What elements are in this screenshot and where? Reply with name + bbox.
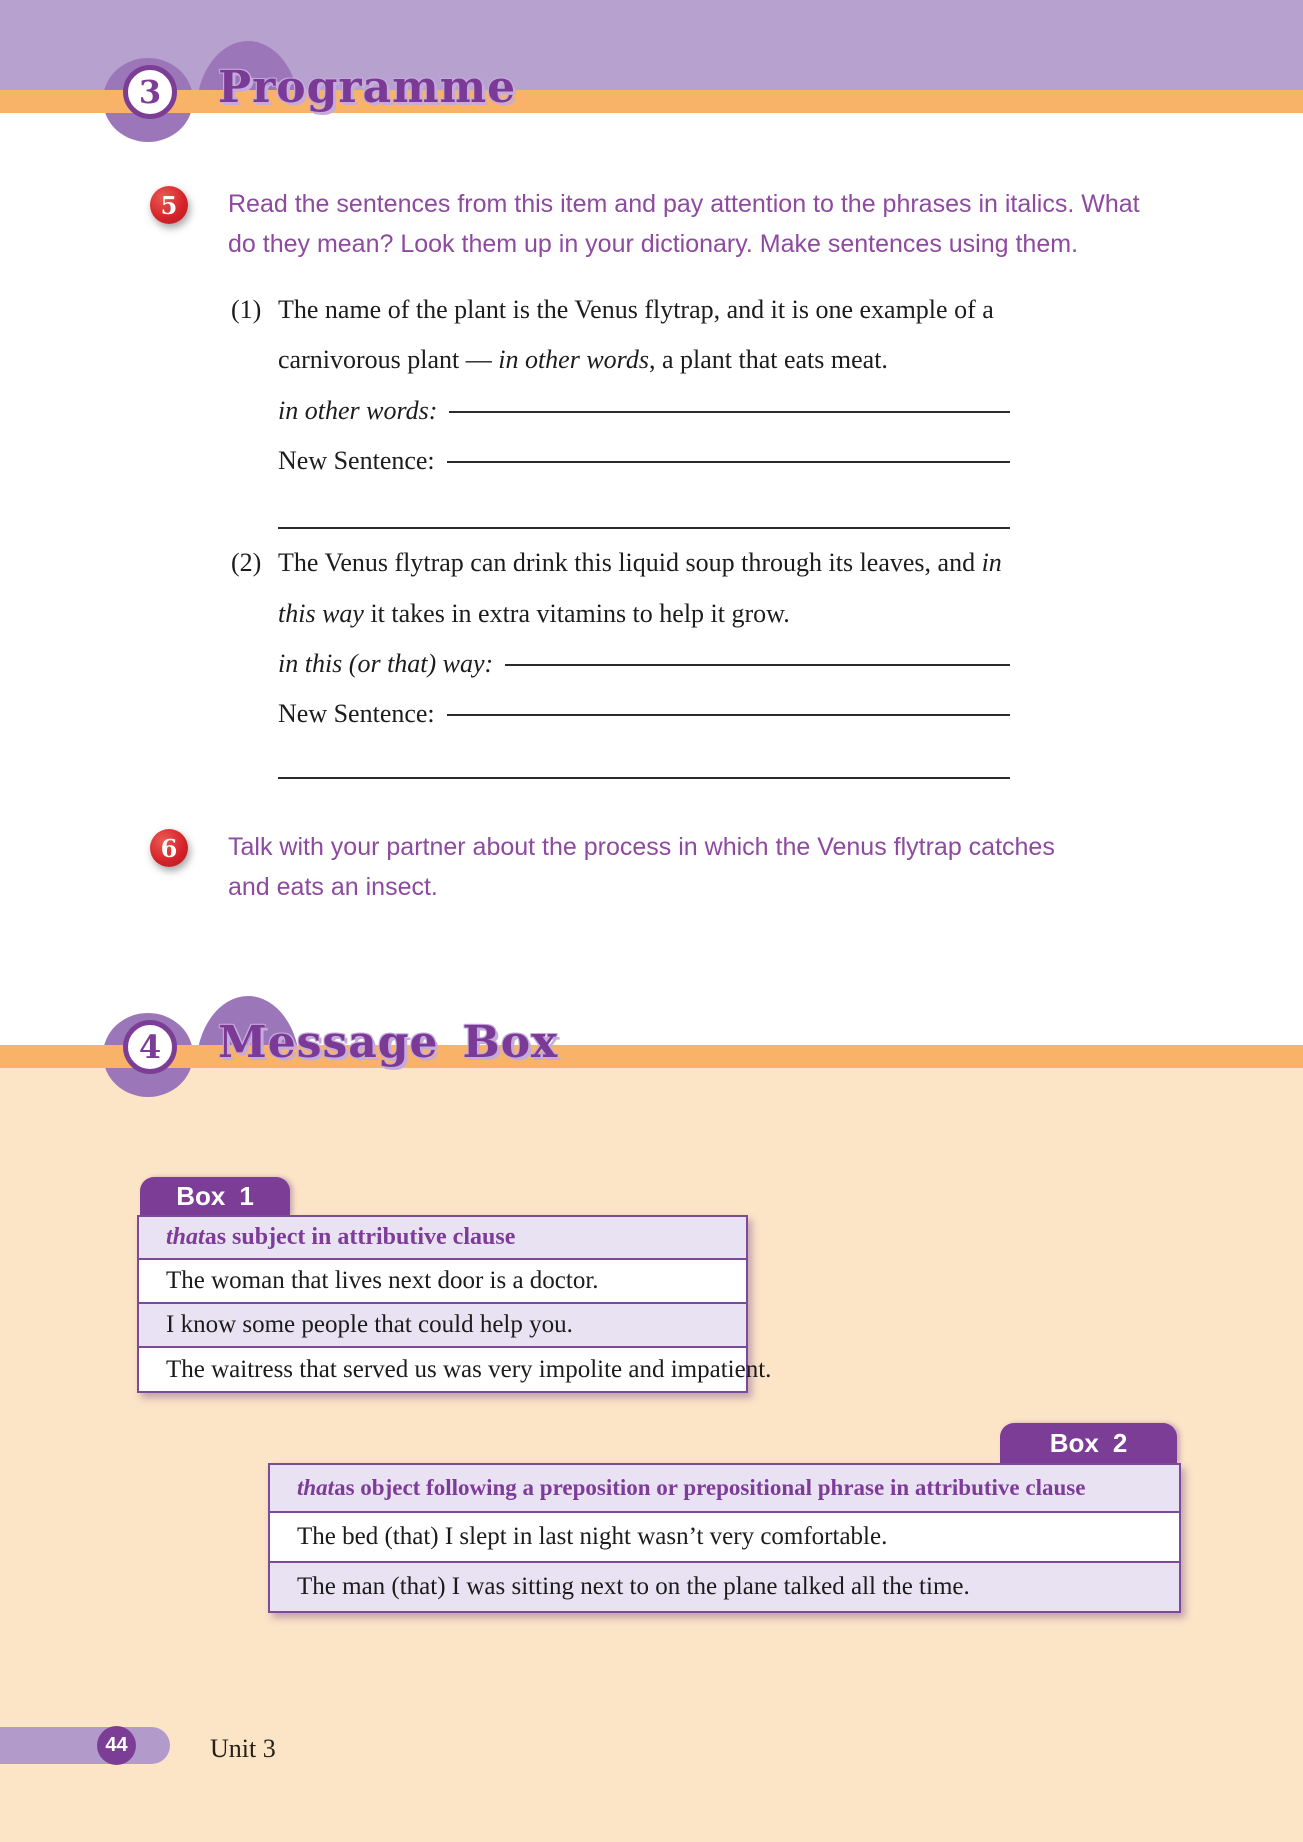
section3-title: Programme — [218, 62, 517, 113]
answer-blank — [505, 664, 1010, 666]
section3-number: 3 — [138, 73, 162, 111]
box1-header-row: that as subject in attributive clause — [139, 1217, 746, 1258]
header-purple-band — [0, 0, 1303, 90]
section4-number-badge — [123, 1020, 177, 1074]
section3-number-badge — [123, 65, 177, 119]
sentence-2-text: The Venus flytrap can drink this liquid soup through its leaves, and in — [278, 548, 1002, 577]
instruction-line: and eats an insect. — [228, 873, 438, 901]
box1-example-row: The waitress that served us was very impolite and impatient. — [139, 1346, 746, 1391]
page-number: 44 — [105, 1734, 128, 1756]
sentence-1-phrase-row — [278, 389, 1010, 433]
sentence-1-text: The name of the plant is the Venus flytrap, and it is one example of a — [278, 295, 994, 324]
phrase-label: in this (or that) way: — [278, 649, 494, 678]
answer-blank — [447, 714, 1010, 716]
sentence-2-phrase-row — [278, 642, 1010, 686]
answer-blank — [449, 411, 1010, 413]
answer-blank — [278, 495, 1010, 529]
box1-example-row: I know some people that could help you. — [139, 1302, 746, 1346]
new-sentence-label: New Sentence: — [278, 699, 435, 728]
answer-blank — [447, 461, 1010, 463]
box1-table — [137, 1215, 772, 1393]
sentence-2-new-sentence-row — [278, 692, 1010, 736]
exercise5-number-badge — [150, 186, 188, 224]
box2-example-row: The bed (that) I slept in last night wasn’t very comfortable. — [270, 1511, 1179, 1561]
section4-number: 4 — [138, 1028, 162, 1066]
answer-blank — [278, 745, 1010, 779]
sentence-2-number: (2) — [231, 548, 262, 577]
section4-title-word2: Box — [462, 1017, 559, 1068]
box1-tab-number: 1 — [239, 1180, 254, 1211]
sentence-1-line-1 — [231, 288, 994, 332]
box2-tab — [1000, 1423, 1177, 1463]
footer-pill — [0, 1727, 170, 1764]
sentence-2-line-1 — [231, 541, 1002, 585]
page-number-badge — [97, 1726, 136, 1765]
section4-title — [218, 1017, 558, 1068]
box2-header-row: that as object following a preposition or prepositional phrase in attributive clause — [270, 1465, 1179, 1511]
box1-tab — [140, 1177, 290, 1215]
box2-table — [268, 1463, 1181, 1613]
exercise6-number-badge — [150, 829, 188, 867]
box2-tab-word: Box — [1049, 1427, 1099, 1458]
exercise6-number: 6 — [160, 833, 178, 863]
sentence-2-line-2: this way it takes in extra vitamins to help it grow. — [278, 599, 790, 628]
box2-tab-number: 2 — [1112, 1427, 1128, 1458]
exercise5-number: 5 — [160, 190, 178, 220]
phrase-label: in other words: — [278, 396, 438, 425]
header3-orange-band — [0, 90, 1303, 113]
exercise5-instruction — [228, 184, 1140, 264]
instruction-line: do they mean? Look them up in your dictionary. Make sentences using them. — [228, 230, 1079, 258]
sentence-1-number: (1) — [231, 295, 262, 324]
instruction-line: Read the sentences from this item and pay attention to the phrases in italics. What — [228, 190, 1140, 218]
box2-example-row: The man (that) I was sitting next to on the plane talked all the time. — [270, 1561, 1179, 1611]
box1-tab-word: Box — [176, 1180, 226, 1211]
sentence-1-new-sentence-row — [278, 439, 1010, 483]
box1-example-row: The woman that lives next door is a doctor. — [139, 1258, 746, 1302]
header4-orange-band — [0, 1045, 1303, 1068]
section4-title-word1: Message — [218, 1017, 439, 1068]
instruction-line: Talk with your partner about the process in which the Venus flytrap catches — [228, 833, 1055, 861]
sentence-1-line-2: carnivorous plant — in other words, a plant that eats meat. — [278, 345, 888, 374]
new-sentence-label: New Sentence: — [278, 446, 435, 475]
exercise6-instruction — [228, 827, 1055, 907]
unit-label: Unit 3 — [210, 1734, 276, 1763]
